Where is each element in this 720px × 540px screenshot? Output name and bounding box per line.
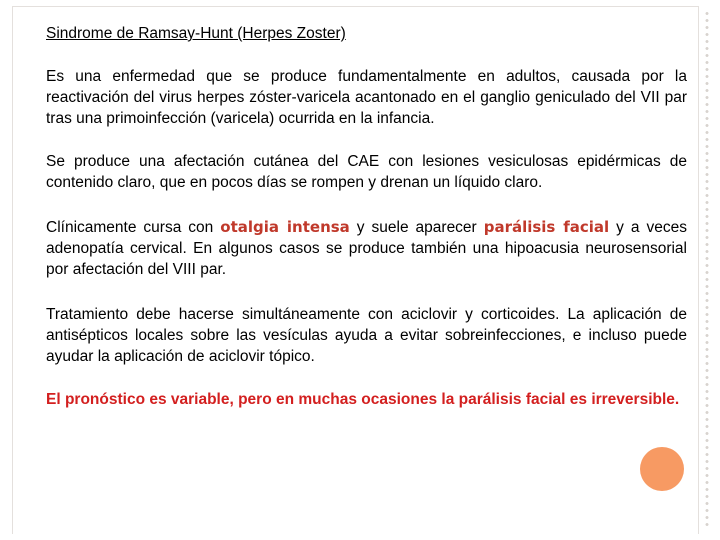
clinical-text-2: y suele aparecer bbox=[349, 219, 484, 236]
highlight-facial-paralysis: parálisis facial bbox=[483, 218, 610, 236]
frame-left-border bbox=[12, 6, 13, 534]
clinical-text-3: y a veces adenopatía cervical. En algunos casos se produce también una hipoacusia neurosensorial por afectación del VIII par. bbox=[46, 219, 687, 278]
frame-right-border bbox=[698, 6, 699, 534]
paragraph-treatment: Tratamiento debe hacerse simultáneamente con aciclovir y corticoides. La aplicación de antisépticos locales sobre las vesículas ayuda a evitar sobreinfecciones, e incluso puede ayudar la aplicación de aciclovir tópico. bbox=[46, 306, 687, 365]
slide-title: Sindrome de Ramsay-Hunt (Herpes Zoster) bbox=[46, 25, 346, 42]
highlight-otalgia: otalgia intensa bbox=[220, 218, 350, 236]
paragraph-definition: Es una enfermedad que se produce fundamentalmente en adultos, causada por la reactivación del virus herpes zóster-varicela acantonado en el ganglio geniculado del VII par tras una primoinfección (varicela) ocurrida en la infancia. bbox=[46, 68, 687, 127]
clinical-text-1: Clínicamente cursa con bbox=[46, 219, 221, 236]
paragraph-skin-lesions: Se produce una afectación cutánea del CAE con lesiones vesiculosas epidérmicas de contenido claro, que en pocos días se rompen y drenan un líquido claro. bbox=[46, 153, 687, 191]
orange-circle-decoration bbox=[640, 447, 684, 491]
prognosis-conclusion: El pronóstico es variable, pero en muchas ocasiones la parálisis facial es irreversible. bbox=[46, 391, 680, 408]
frame-top-border bbox=[12, 6, 698, 7]
slide-content bbox=[46, 24, 687, 410]
dotted-decoration bbox=[703, 10, 711, 530]
paragraph-clinical bbox=[46, 217, 687, 280]
